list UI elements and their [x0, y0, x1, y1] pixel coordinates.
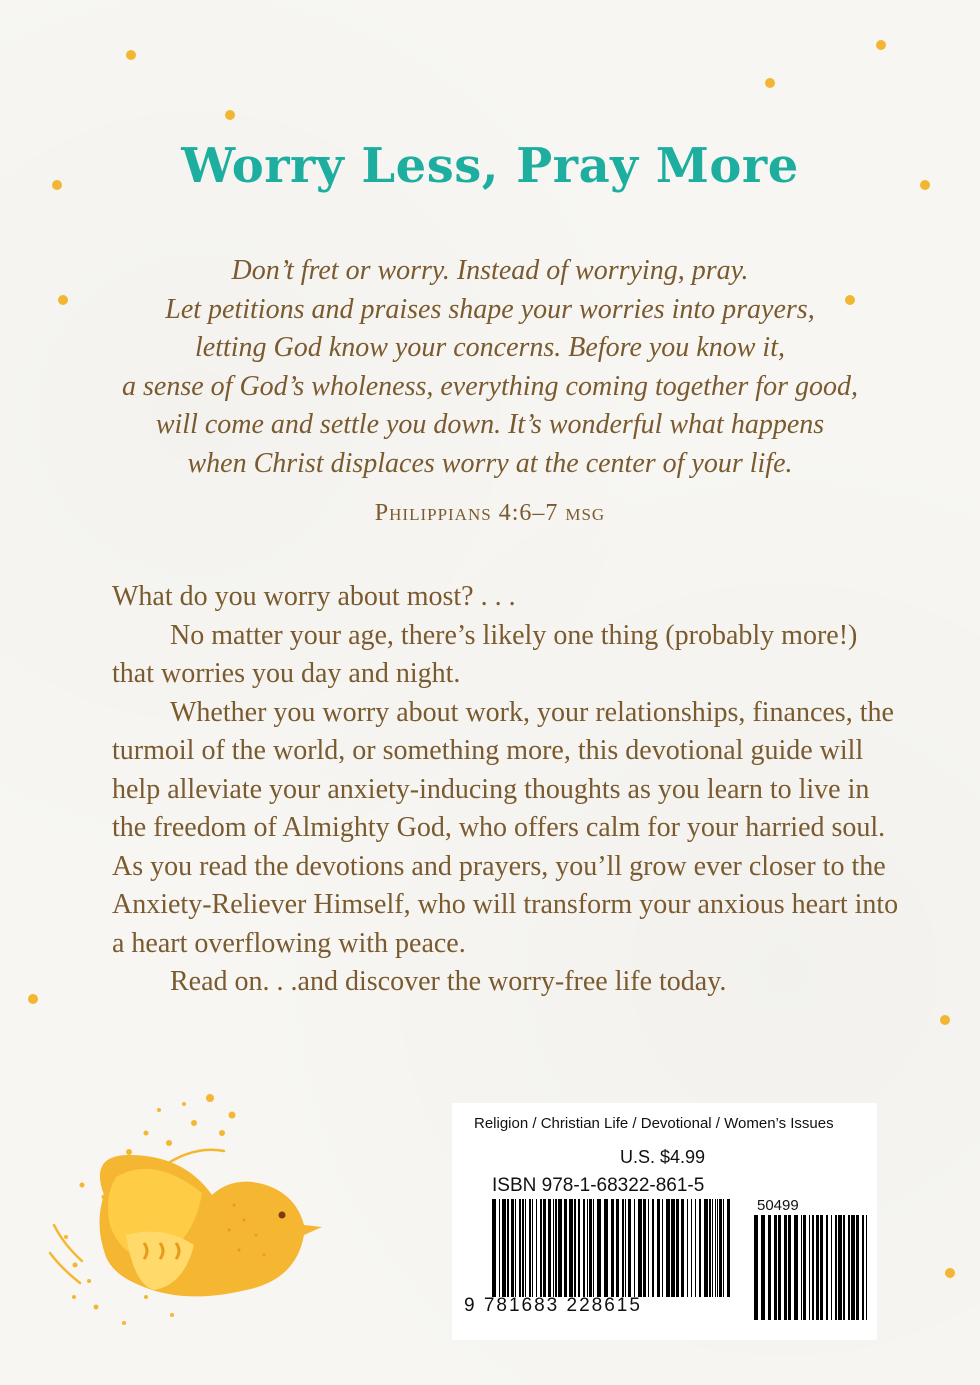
bird-illustration — [34, 1085, 344, 1335]
barcode-bar — [768, 1215, 771, 1320]
quote-line: a sense of God’s wholeness, everything coming together for good, — [122, 370, 858, 402]
barcode-bar — [611, 1199, 614, 1297]
barcode-bar — [555, 1199, 557, 1297]
barcode-bar — [638, 1199, 642, 1297]
page-title: Worry Less, Pray More — [181, 138, 799, 194]
decorative-dot — [126, 50, 136, 60]
quote-line: when Christ displaces worry at the center of your life. — [187, 447, 793, 479]
barcode-bar — [717, 1199, 718, 1297]
barcode-bar — [671, 1199, 675, 1297]
barcode-bar — [569, 1199, 573, 1297]
scripture-reference: Philippians 4:6–7 msg — [374, 500, 606, 526]
barcode-bar — [548, 1199, 551, 1297]
barcode-bar — [532, 1199, 533, 1297]
barcode-bar — [761, 1215, 765, 1320]
barcode-bar — [835, 1215, 837, 1320]
barcode-bar — [691, 1199, 692, 1297]
barcode-bar — [715, 1199, 716, 1297]
barcode-bar — [803, 1215, 806, 1320]
barcode-bar — [778, 1215, 781, 1320]
decorative-dot — [945, 1268, 955, 1278]
barcode-bar — [628, 1199, 631, 1297]
barcode-bar — [794, 1215, 798, 1320]
barcode-box — [452, 1103, 877, 1340]
barcode-bar — [681, 1199, 684, 1297]
barcode-bar — [574, 1199, 576, 1297]
barcode-bar — [657, 1199, 660, 1297]
decorative-dot — [58, 295, 68, 305]
barcode-bar — [616, 1199, 619, 1297]
barcode-bar — [593, 1199, 594, 1297]
barcode-bar — [723, 1199, 724, 1297]
barcode-bar — [589, 1199, 592, 1297]
barcode-bar — [525, 1199, 526, 1297]
body-copy — [112, 578, 902, 1002]
decorative-dot — [876, 40, 886, 50]
barcode-bar — [666, 1199, 670, 1297]
barcode-bar — [754, 1215, 758, 1320]
barcode-bar — [856, 1215, 859, 1320]
quote-line: Don’t fret or worry. Instead of worrying, pray. — [231, 255, 749, 286]
barcode-bar — [662, 1199, 663, 1297]
barcode-bar — [515, 1199, 516, 1297]
barcode-bar — [843, 1215, 845, 1320]
barcode-bar — [553, 1199, 554, 1297]
barcode-bar — [704, 1199, 708, 1297]
barcode-bar — [529, 1199, 531, 1297]
barcode-bar — [727, 1199, 730, 1297]
barcode-bar — [502, 1199, 506, 1297]
barcode-bar — [511, 1199, 514, 1297]
price-barcode — [754, 1215, 869, 1320]
barcode-bar — [687, 1199, 688, 1297]
price-label: U.S. $4.99 — [620, 1147, 706, 1167]
barcode-digits: 9 781683 228615 — [464, 1295, 642, 1316]
barcode-bar — [622, 1199, 624, 1297]
barcode-bar — [812, 1215, 814, 1320]
barcode-bar — [695, 1199, 696, 1297]
barcode-bar — [774, 1215, 777, 1320]
barcode-bar — [809, 1215, 810, 1320]
decorative-dot — [225, 110, 235, 120]
quote-line: Let petitions and praises shape your worries into prayers, — [165, 293, 815, 325]
barcode-bar — [564, 1199, 567, 1297]
barcode-bar — [499, 1199, 500, 1297]
quote-line: letting God know your concerns. Before you know it, — [195, 332, 785, 363]
isbn-label: ISBN 978-1-68322-861-5 — [492, 1175, 705, 1196]
barcode-bar — [543, 1199, 546, 1297]
barcode-bar — [625, 1199, 626, 1297]
barcode-bar — [578, 1199, 580, 1297]
barcode-bar — [848, 1215, 850, 1320]
barcode-bar — [712, 1199, 713, 1297]
barcode-bar — [820, 1215, 823, 1320]
barcode-bar — [652, 1199, 654, 1297]
body-paragraph: What do you worry about most? . . . — [112, 581, 516, 612]
barcode-bar — [801, 1215, 802, 1320]
barcode-bar — [522, 1199, 524, 1297]
barcode-bar — [851, 1215, 855, 1320]
barcode-bar — [838, 1215, 842, 1320]
barcode-bar — [519, 1199, 521, 1297]
barcode-bar — [507, 1199, 509, 1297]
barcode-bar — [862, 1215, 864, 1320]
barcode-bar — [540, 1199, 542, 1297]
barcode-bar — [826, 1215, 828, 1320]
barcode-bar — [583, 1199, 585, 1297]
barcode-bar — [648, 1199, 649, 1297]
decorative-dot — [765, 78, 775, 88]
body-paragraph: Whether you worry about work, your relationships, finances, the turmoil of the world, or something more, this devotional guide will help alleviate your anxiety-inducing thoughts as you learn to live in the freedom of Almighty God, who offers calm for your harried soul. As you read the devotions and prayers, you’ll grow ever closer to the Anxiety-Reliever Himself, who will transform your anxious heart into a heart overflowing with peace. — [112, 696, 899, 959]
barcode-bar — [831, 1215, 832, 1320]
barcode-bar — [816, 1215, 819, 1320]
body-paragraph: No matter your age, there’s likely one thing (probably more!) that worries you day and night. — [112, 619, 858, 689]
barcode-bar — [866, 1215, 867, 1320]
body-paragraph: Read on. . .and discover the worry-free life today. — [170, 966, 727, 997]
price-code: 50499 — [757, 1197, 799, 1214]
quote-line: will come and settle you down. It’s wonderful what happens — [155, 409, 825, 440]
barcode-bar — [676, 1199, 679, 1297]
barcode-bar — [558, 1199, 562, 1297]
bisac-category: Religion / Christian Life / Devotional / Women’s Issues — [474, 1115, 834, 1132]
barcode-bar — [788, 1215, 791, 1320]
scripture-quote — [90, 252, 890, 483]
decorative-dot — [940, 1015, 950, 1025]
barcode-bar — [643, 1199, 646, 1297]
decorative-dot — [28, 994, 38, 1004]
barcode-bar — [709, 1199, 711, 1297]
barcode-bar — [634, 1199, 635, 1297]
barcode-bar — [597, 1199, 601, 1297]
barcode-bar — [719, 1199, 722, 1297]
barcode-bar — [536, 1199, 537, 1297]
barcode-bar — [604, 1199, 608, 1297]
barcode-bar — [492, 1199, 496, 1297]
barcode-bar — [587, 1199, 588, 1297]
barcode-bar — [784, 1215, 787, 1320]
isbn-barcode — [492, 1199, 732, 1297]
barcode-bar — [699, 1199, 701, 1297]
